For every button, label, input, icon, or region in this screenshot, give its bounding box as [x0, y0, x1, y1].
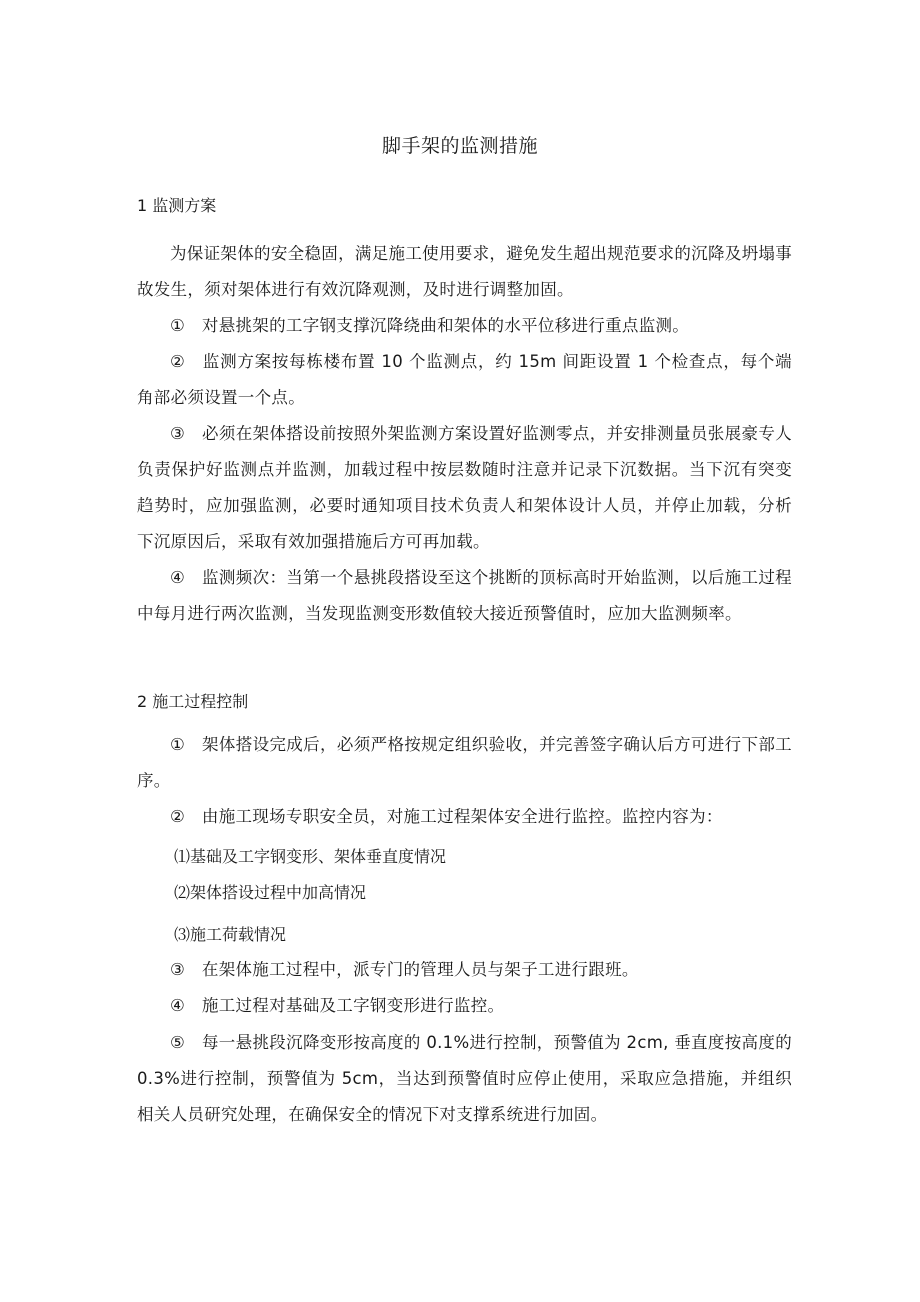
- document-title: 脚手架的监测措施: [381, 135, 538, 157]
- section-2-sub-item-2: ⑵架体搭设过程中加高情况: [174, 883, 367, 902]
- section-2-heading: 2 施工过程控制: [137, 692, 249, 711]
- section-2-item-3: ③ 在架体施工过程中，派专门的管理人员与架子工进行跟班。: [170, 960, 639, 979]
- section-2-sub-item-3: ⑶施工荷载情况: [174, 925, 287, 944]
- section-1-item-3: ③ 必须在架体搭设前按照外架监测方案设置好监测零点，并安排测量员张展豪专人负责保护好监测点并监测，加载过程中按层数随时注意并记录下沉数据。当下沉有突变趋势时，应加强监测，必要时通知项目技术负责人和架体设计人员，并停止加载，分析下沉原因后，采取有效加强措施后方可再加载。: [137, 424, 792, 551]
- section-2-sub-item-1: ⑴基础及工字钢变形、架体垂直度情况: [174, 847, 447, 866]
- section-1-item-4: ④ 监测频次：当第一个悬挑段搭设至这个挑断的顶标高时开始监测，以后施工过程中每月进行两次监测，当发现监测变形数值较大接近预警值时，应加大监测频率。: [137, 568, 792, 623]
- section-1-heading: 1 监测方案: [137, 196, 217, 215]
- section-2-item-2: ② 由施工现场专职安全员，对施工过程架体安全进行监控。监控内容为：: [170, 807, 723, 826]
- section-1-item-1: ① 对悬挑架的工字钢支撑沉降绕曲和架体的水平位移进行重点监测。: [170, 316, 690, 335]
- section-1-intro: 为保证架体的安全稳固，满足施工使用要求，避免发生超出规范要求的沉降及坍塌事故发生，须对架体进行有效沉降观测，及时进行调整加固。: [137, 244, 792, 299]
- section-2-item-4: ④ 施工过程对基础及工字钢变形进行监控。: [170, 996, 505, 1015]
- section-1-item-2: ② 监测方案按每栋楼布置 10 个监测点，约 15m 间距设置 1 个检查点，每个端角部必须设置一个点。: [137, 352, 792, 407]
- section-2-item-5: ⑤ 每一悬挑段沉降变形按高度的 0.1%进行控制，预警值为 2cm, 垂直度按高度的 0.3%进行控制，预警值为 5cm，当达到预警值时应停止使用，采取应急措施，并组织相关人员研究处理，在确保安全的情况下对支撑系统进行加固。: [137, 1033, 792, 1124]
- section-2-item-1: ① 架体搭设完成后，必须严格按规定组织验收，并完善签字确认后方可进行下部工序。: [137, 735, 792, 790]
